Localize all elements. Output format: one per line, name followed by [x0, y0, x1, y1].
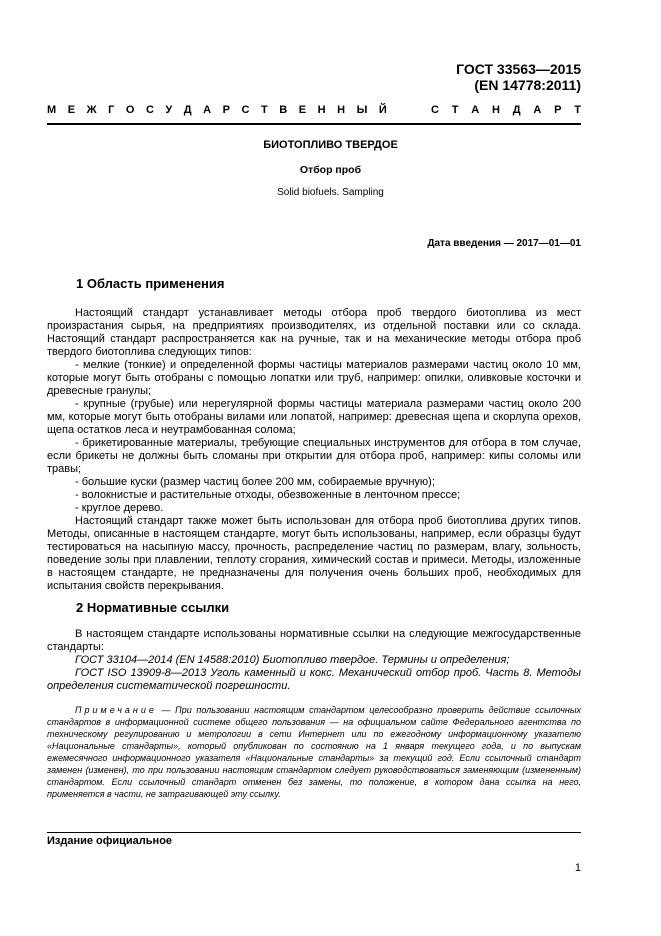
document-subtitle: Отбор проб	[299, 164, 362, 176]
list-item: - большие куски (размер частиц более 200 мм, собираемые вручную);	[75, 476, 435, 488]
list-item: - мелкие (тонкие) и определенной формы частицы материалов размерами частиц около 10 мм, которые могут быть отобраны с помощью лопатки или труб, например: опилки, оливковые косточки и древесные гранулы;	[47, 359, 581, 397]
standard-word	[431, 104, 581, 116]
banner-letter: М	[47, 104, 57, 116]
banner-letter: Т	[451, 104, 459, 116]
paragraph: Настоящий стандарт устанавливает методы отбора проб твердого биотоплива из мест произрастания сырья, на предприятиях производителях, из отдельной поставки или со склада. Настоящий стандарт распространяется как на ручные, так и на механические методы отбора проб твердого биотоплива следующих типов:	[47, 307, 581, 358]
banner-letter: Р	[554, 104, 562, 116]
document-number-block	[456, 61, 581, 93]
banner-letter: Д	[512, 104, 521, 116]
banner-letter: У	[165, 104, 173, 116]
banner-letter: С	[241, 104, 250, 116]
banner-letter: Е	[67, 104, 76, 116]
banner-letter: Н	[337, 104, 346, 116]
banner-letter: Н	[317, 104, 326, 116]
banner-letter: Г	[108, 104, 115, 116]
banner-letter: А	[471, 104, 480, 116]
section-2-heading: 2 Нормативные ссылки	[76, 600, 230, 615]
banner-letter: С	[145, 104, 154, 116]
document-title: БИОТОПЛИВО ТВЕРДОЕ	[263, 139, 398, 151]
section-1-heading: 1 Область применения	[76, 276, 225, 291]
note-label: Примечание	[75, 705, 157, 715]
list-item: - брикетированные материалы, требующие специальных инструментов для отбора в том случае, если брикеты не должны быть сломаны при открытии для отбора проб, например: кипы соломы или травы;	[47, 437, 581, 475]
banner-letter: В	[279, 104, 288, 116]
reference-item: ГОСТ 33104—2014 (EN 14588:2010) Биотопливо твердое. Термины и определения;	[75, 654, 510, 666]
section-1-body	[47, 307, 581, 593]
footer-divider	[47, 832, 581, 833]
section-2-body	[47, 628, 581, 693]
note-text: — При пользовании настоящим стандартом целесообразно проверить действие ссылочных стандартов в информационной системе общего пользования — на официальном сайте Федерального агентства по техническому регулированию и метрологии в сети Интернет или по ежегодному информационному указателю «Национальные стандарты», который опубликован по состоянию на 1 января текущего года, и по выпускам ежемесячного информационного указателя «Национальные стандарты» за текущий год. Если ссылочный стандарт заменен (изменен), то при пользовании настоящим стандартом следует руководствоваться заменяющим (измененным) стандартом. Если ссылочный стандарт отменен без замены, то положение, в котором дана ссылка на него, применяется в части, не затрагивающей эту ссылку.	[47, 705, 581, 799]
reference-item: ГОСТ ISO 13909-8—2013 Уголь каменный и кокс. Механический отбор проб. Часть 8. Методы определения систематической погрешности.	[47, 667, 581, 692]
note	[47, 704, 581, 800]
banner-letter: Й	[378, 104, 387, 116]
banner-letter: А	[533, 104, 542, 116]
list-item: - крупные (грубые) или нерегулярной формы частицы материала размерами частиц около 200 мм, которые могут быть отобраны вилами или лопатой, например: древесная щепа и скорлупа орехов, щепа остатков леса и неутрамбованная солома;	[47, 398, 581, 436]
banner-letter: Е	[298, 104, 307, 116]
interstate-standard-banner	[47, 104, 581, 116]
banner-letter: Н	[491, 104, 500, 116]
banner-letter: Ы	[356, 104, 368, 116]
en-number: (EN 14778:2011)	[474, 77, 581, 93]
english-title: Solid biofuels. Sampling	[277, 187, 384, 198]
gost-number: ГОСТ 33563—2015	[456, 61, 581, 77]
interstate-word	[47, 104, 387, 116]
list-item: - волокнистые и растительные отходы, обезвоженные в ленточном прессе;	[75, 489, 461, 501]
banner-letter: Д	[183, 104, 192, 116]
banner-letter: А	[203, 104, 212, 116]
paragraph: Настоящий стандарт также может быть использован для отбора проб биотоплива других типов. Методы, описанные в настоящем стандарте, могут быть использованы, например, если образцы будут тестироваться на насыпную массу, прочность, распределение частиц по размерам, влагу, зольность, поведение золы при плавлении, теплоту сгорания, химический состав и примеси. Методы, изложенные в настоящем стандарте, не предназначены для получения очень больших проб, необходимых для испытания свойств перекрывания.	[47, 515, 581, 592]
official-edition: Издание официальное	[47, 835, 173, 847]
list-item: - круглое дерево.	[75, 502, 164, 514]
banner-letter: С	[431, 104, 439, 116]
banner-letter: Т	[574, 104, 581, 116]
banner-letter: О	[125, 104, 135, 116]
banner-letter: Р	[222, 104, 230, 116]
introduction-date: Дата введения — 2017—01—01	[427, 238, 581, 249]
page-number: 1	[574, 862, 581, 874]
banner-letter: Т	[261, 104, 268, 116]
banner-letter: Ж	[86, 104, 97, 116]
header-divider	[47, 123, 581, 125]
paragraph: В настоящем стандарте использованы нормативные ссылки на следующие межгосударственные стандарты:	[47, 628, 581, 653]
